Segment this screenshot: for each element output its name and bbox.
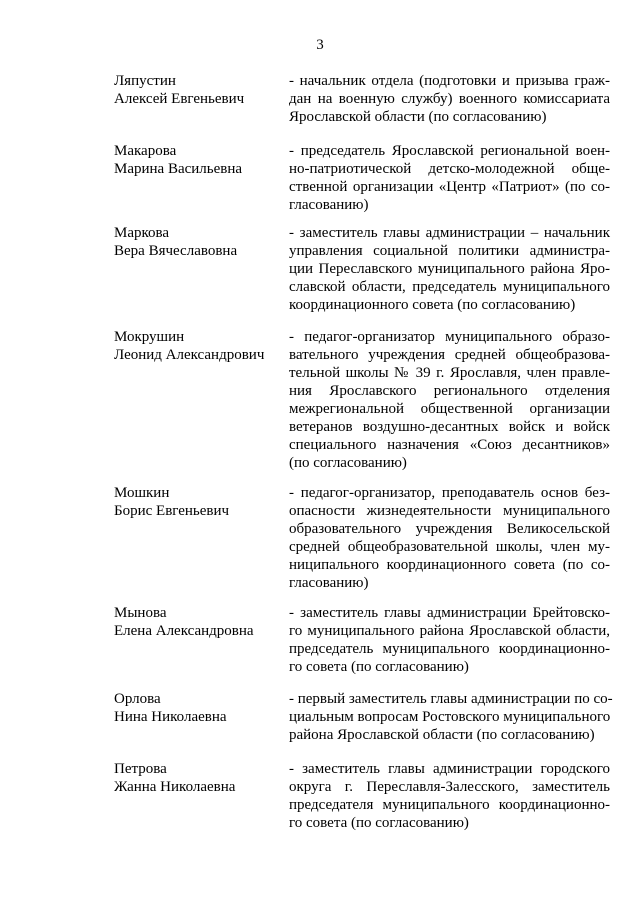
member-role	[289, 484, 610, 592]
member-surname: Мокрушин	[114, 329, 185, 345]
member-surname: Макарова	[114, 143, 177, 159]
member-surname: Петрова	[114, 761, 167, 777]
member-role-line: но-патриотической детско-молодежной обще-	[289, 161, 610, 177]
member-entry	[0, 690, 640, 744]
member-role-line: ветеранов воздушно-десантных войск и войск	[289, 419, 610, 435]
member-role	[289, 142, 610, 214]
member-role-line: тельной школы № 39 г. Ярославля, член правле-	[289, 365, 610, 381]
member-role-line: межрегиональной общественной организации	[289, 401, 610, 417]
member-role-line: округа г. Переславля-Залесского, заместитель	[289, 779, 610, 795]
member-role-line: славской области, председатель муниципального	[289, 279, 610, 295]
member-role-line: го совета (по согласованию)	[289, 815, 469, 831]
member-role-line: вательного учреждения средней общеобразова-	[289, 347, 610, 363]
member-surname: Орлова	[114, 691, 161, 707]
member-role-line: председателя муниципального координационно-	[289, 797, 610, 813]
member-name	[114, 484, 284, 520]
member-role	[289, 690, 613, 744]
member-name	[114, 760, 284, 796]
member-role-line: го совета (по согласованию)	[289, 659, 469, 675]
member-role-line: средней общеобразовательной школы, член му-	[289, 539, 610, 555]
member-entry	[0, 328, 640, 472]
member-role-line: образовательного учреждения Великосельской	[289, 521, 610, 537]
member-role	[289, 72, 610, 126]
member-role-line: - первый заместитель главы администрации по со-	[289, 691, 613, 707]
member-role-line: ции Переславского муниципального района Яро-	[289, 261, 610, 277]
member-entry	[0, 72, 640, 126]
page-number: 3	[316, 37, 324, 53]
member-role-line: управления социальной политики администра-	[289, 243, 610, 259]
member-role	[289, 224, 610, 314]
member-role-line: - заместитель главы администрации городского	[289, 761, 610, 777]
member-role-line: - заместитель главы администрации – начальник	[289, 225, 610, 241]
member-given-names: Нина Николаевна	[114, 709, 227, 725]
member-name	[114, 142, 284, 178]
member-name	[114, 690, 284, 726]
member-name	[114, 72, 284, 108]
member-given-names: Жанна Николаевна	[114, 779, 236, 795]
member-entry	[0, 142, 640, 214]
member-entry	[0, 604, 640, 676]
member-surname: Маркова	[114, 225, 170, 241]
member-surname: Ляпустин	[114, 73, 176, 89]
member-role-line: ственной организации «Центр «Патриот» (по со-	[289, 179, 610, 195]
member-entry	[0, 760, 640, 832]
member-role-line: - председатель Ярославской региональной воен-	[289, 143, 610, 159]
member-role-line: специального назначения «Союз десантников»	[289, 437, 610, 453]
member-name	[114, 328, 284, 364]
member-role-line: го муниципального района Ярославской области,	[289, 623, 610, 639]
member-role-line: опасности жизнедеятельности муниципального	[289, 503, 610, 519]
member-role-line: района Ярославской области (по согласованию)	[289, 727, 595, 743]
member-entry	[0, 484, 640, 592]
member-role-line: координационного совета (по согласованию)	[289, 297, 576, 313]
member-role-line: (по согласованию)	[289, 455, 407, 471]
member-role-line: гласованию)	[289, 575, 369, 591]
member-name	[114, 224, 284, 260]
member-role-line: - педагог-организатор, преподаватель основ без-	[289, 485, 610, 501]
member-name	[114, 604, 284, 640]
member-role-line: ниципального координационного совета (по со-	[289, 557, 610, 573]
member-role-line: председатель муниципального координационно-	[289, 641, 610, 657]
member-given-names: Борис Евгеньевич	[114, 503, 230, 519]
member-surname: Мошкин	[114, 485, 170, 501]
member-role	[289, 604, 610, 676]
member-role	[289, 760, 610, 832]
member-role-line: дан на военную службу) военного комиссариата	[289, 91, 610, 107]
member-role-line: - педагог-организатор муниципального образо-	[289, 329, 610, 345]
member-given-names: Вера Вячеславовна	[114, 243, 238, 259]
member-given-names: Марина Васильевна	[114, 161, 243, 177]
member-role	[289, 328, 610, 472]
member-role-line: - заместитель главы администрации Брейтовско-	[289, 605, 610, 621]
member-entry	[0, 224, 640, 314]
member-role-line: циальным вопросам Ростовского муниципального	[289, 709, 611, 725]
member-role-line: ния Ярославского регионального отделения	[289, 383, 610, 399]
member-role-line: Ярославской области (по согласованию)	[289, 109, 547, 125]
member-role-line: гласованию)	[289, 197, 369, 213]
member-given-names: Леонид Александрович	[114, 347, 265, 363]
member-surname: Мынова	[114, 605, 167, 621]
member-given-names: Елена Александровна	[114, 623, 254, 639]
member-role-line: - начальник отдела (подготовки и призыва граж-	[289, 73, 610, 89]
member-given-names: Алексей Евгеньевич	[114, 91, 245, 107]
